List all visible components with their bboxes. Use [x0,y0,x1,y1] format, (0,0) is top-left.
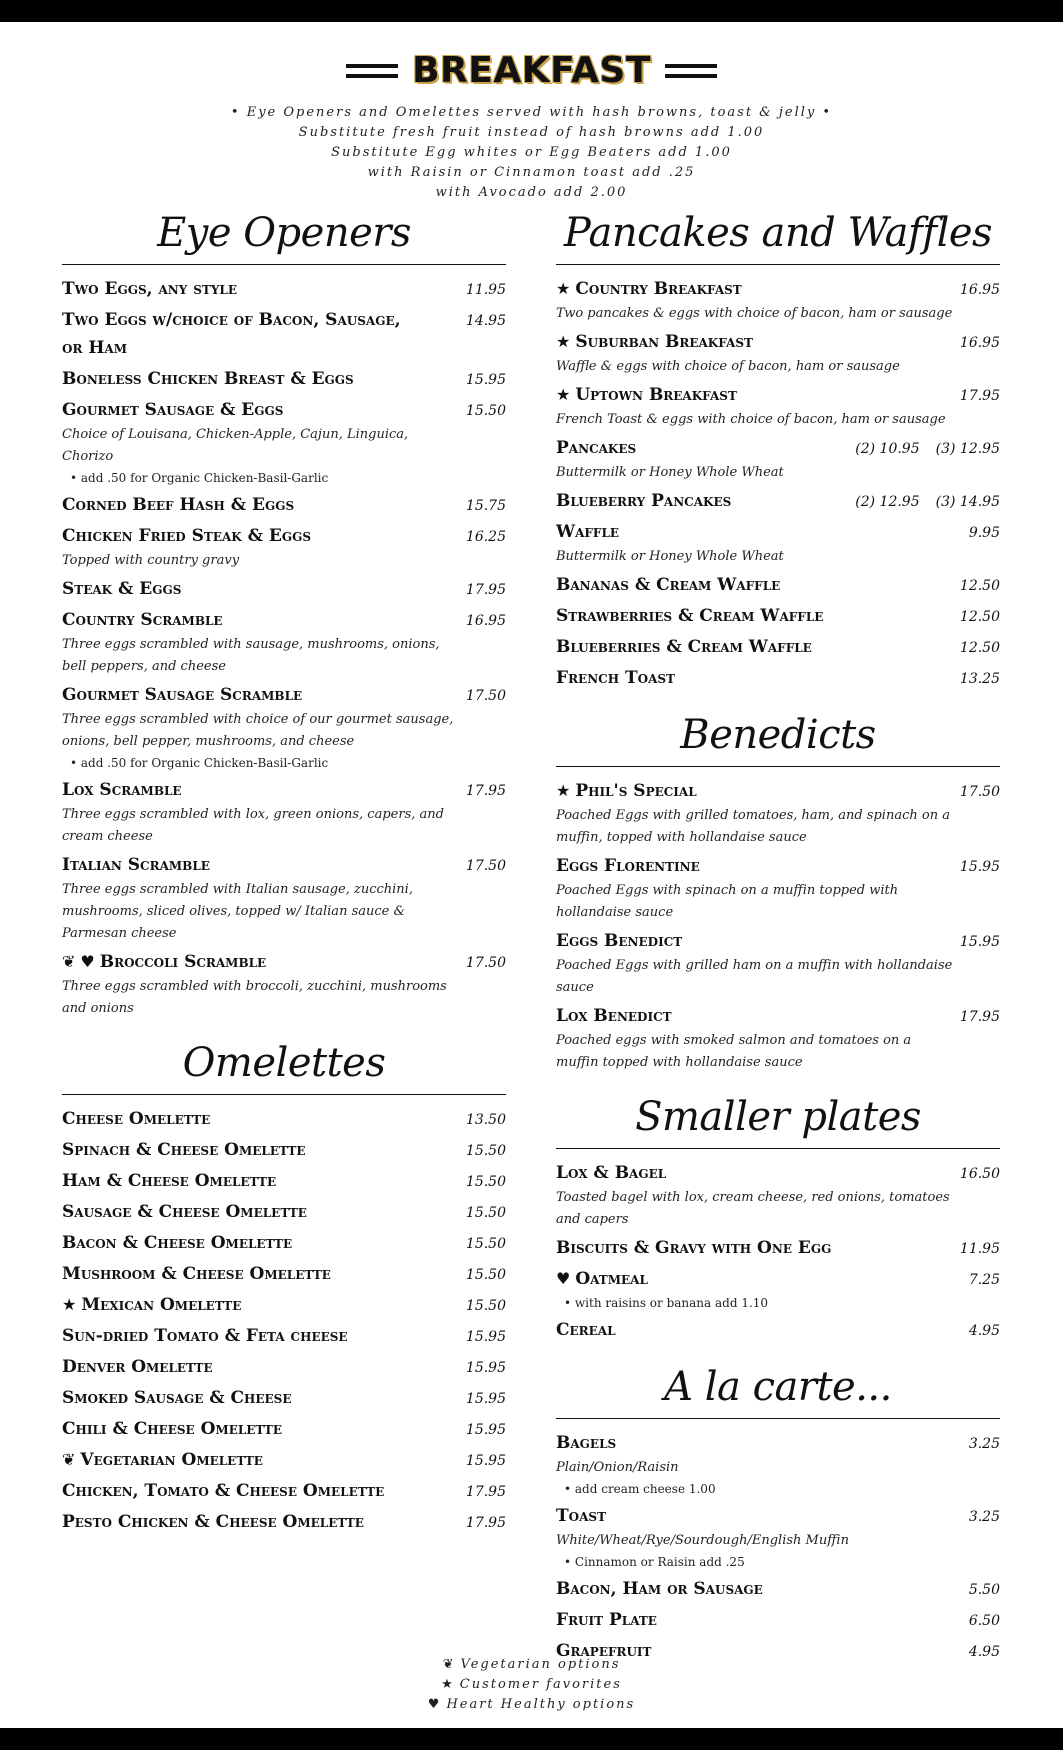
menu-item [556,1429,1000,1499]
item-price: 15.50 [465,1143,506,1159]
item-price: 16.50 [959,1166,1000,1182]
menu-item [556,1502,1000,1572]
item-addon: • add .50 for Organic Chicken-Basil-Garlic [70,756,329,770]
star-icon: ★ [556,781,571,800]
menu-item [556,381,1000,431]
item-name: Smoked Sausage & Cheese [62,1388,292,1408]
item-description: Poached Eggs with spinach on a muffin topped with hollandaise sauce [556,883,899,920]
menu-item [556,434,1000,484]
item-price-options [855,494,1000,510]
item-description: Buttermilk or Honey Whole Wheat [556,465,784,480]
item-price: 15.50 [465,1205,506,1221]
menu-item [62,1446,506,1474]
item-name: Blueberry Pancakes [556,491,732,511]
menu-item [62,1477,506,1505]
item-name: Pancakes [556,438,637,458]
item-price: 17.95 [465,1515,506,1531]
legend-vegetarian [0,1655,1063,1675]
item-name: Spinach & Cheese Omelette [62,1140,306,1160]
item-name-row [556,1265,648,1293]
star-icon: ★ [62,1295,77,1314]
item-price: 17.50 [465,688,506,704]
menu-item [62,606,506,678]
menu-item [62,1508,506,1536]
menu-item [62,851,506,945]
legend-label: Customer favorites [459,1677,622,1692]
item-name-row [556,381,737,409]
item-price: 16.25 [465,529,506,545]
item-price: 15.95 [465,1453,506,1469]
section-smaller-plates [556,1094,1000,1344]
item-name: Lox Benedict [556,1006,672,1026]
title-ornament-left [346,64,398,78]
legend-label: Heart Healthy options [446,1697,636,1712]
item-addon: • with raisins or banana add 1.10 [564,1296,769,1310]
item-price: 17.95 [465,582,506,598]
item-price: 4.95 [968,1644,1000,1660]
leaf-icon: ❦ [62,952,76,971]
item-name: French Toast [556,668,675,688]
item-description: Two pancakes & eggs with choice of bacon, ham or sausage [556,306,953,321]
menu-item [556,1606,1000,1634]
menu-item [556,633,1000,661]
item-price: 15.95 [465,1329,506,1345]
item-name-row [556,777,697,805]
item-name: Sun-dried Tomato & Feta cheese [62,1326,348,1346]
item-name: Chili & Cheese Omelette [62,1419,283,1439]
menu-item [62,681,506,773]
menu-item [62,522,506,572]
heart-icon: ♥ [80,952,95,971]
section-title: A la carte... [556,1364,1000,1419]
menu-item [556,1316,1000,1344]
item-name: Waffle [556,522,620,542]
item-name: Biscuits & Gravy with One Egg [556,1238,832,1258]
item-description: Three eggs scrambled with lox, green onions, capers, and cream cheese [62,807,444,844]
menu-item [556,852,1000,924]
item-name: Two Eggs, any style [62,279,237,299]
item-name: Bagels [556,1433,617,1453]
header-note: Substitute Egg whites or Egg Beaters add 1.00 [331,145,732,160]
item-name-row [62,1446,263,1474]
item-price: 15.95 [959,859,1000,875]
menu-item [62,1384,506,1412]
menu-item [556,777,1000,849]
leaf-icon: ❦ [442,1657,456,1672]
item-price: 3.25 [968,1436,1000,1452]
section-a-la-carte [556,1364,1000,1665]
item-price: 14.95 [465,313,506,329]
item-description: French Toast & eggs with choice of bacon, ham or sausage [556,412,946,427]
item-price: 15.95 [465,1360,506,1376]
item-price: 17.95 [959,1009,1000,1025]
item-name: Pesto Chicken & Cheese Omelette [62,1512,364,1532]
item-price: 9.95 [968,525,1000,541]
item-price: 11.95 [465,282,506,298]
item-price: 15.95 [465,372,506,388]
item-description: Poached Eggs with grilled tomatoes, ham, and spinach on a muffin, topped with hollandaise sauce [556,808,950,845]
item-price: 13.50 [465,1112,506,1128]
item-price: 12.50 [959,640,1000,656]
item-name: Chicken Fried Steak & Eggs [62,526,312,546]
menu-item [556,1002,1000,1074]
page-title: BREAKFAST [412,50,651,91]
menu-item [556,1234,1000,1262]
title-row [0,50,1063,91]
item-name: Gourmet Sausage Scramble [62,685,303,705]
menu-item [62,306,506,362]
menu-item [62,575,506,603]
section-title: Pancakes and Waffles [556,210,1000,265]
menu-item [62,1167,506,1195]
item-name: Fruit Plate [556,1610,657,1630]
left-column [62,210,506,1539]
item-name: Lox Scramble [62,780,182,800]
item-name: Ham & Cheese Omelette [62,1171,277,1191]
item-description: Three eggs scrambled with sausage, mushrooms, onions, bell peppers, and cheese [62,637,440,674]
item-description: White/Wheat/Rye/Sourdough/English Muffin [556,1533,849,1548]
item-name: Bacon, Ham or Sausage [556,1579,763,1599]
item-name: Suburban Breakfast [575,332,753,352]
item-name: Italian Scramble [62,855,210,875]
item-name-row [62,948,266,976]
item-name: Bananas & Cream Waffle [556,575,781,595]
item-price: 15.50 [465,403,506,419]
star-icon: ★ [556,332,571,351]
menu-item [62,1415,506,1443]
item-name: Denver Omelette [62,1357,213,1377]
item-name-row [556,275,742,303]
item-name: Eggs Florentine [556,856,700,876]
item-description: Plain/Onion/Raisin [556,1460,679,1475]
item-price: 15.95 [465,1422,506,1438]
item-name: Grapefruit [556,1641,652,1661]
item-description: Buttermilk or Honey Whole Wheat [556,549,784,564]
item-name: Toast [556,1506,607,1526]
item-name: Bacon & Cheese Omelette [62,1233,293,1253]
menu-item [556,927,1000,999]
item-price: 16.95 [959,335,1000,351]
leaf-icon: ❦ [62,1450,76,1469]
item-name: Sausage & Cheese Omelette [62,1202,307,1222]
star-icon: ★ [441,1677,455,1692]
header-note: with Avocado add 2.00 [435,185,628,200]
item-addon: • Cinnamon or Raisin add .25 [564,1555,745,1569]
item-name: Strawberries & Cream Waffle [556,606,824,626]
item-description: Three eggs scrambled with choice of our gourmet sausage, onions, bell pepper, mushrooms, and cheese [62,712,454,749]
menu-item [62,1198,506,1226]
item-price: 15.95 [465,1391,506,1407]
menu-item [556,487,1000,515]
menu-item [62,948,506,1020]
section-title: Smaller plates [556,1094,1000,1149]
item-price: 13.25 [959,671,1000,687]
item-name: Gourmet Sausage & Eggs [62,400,284,420]
item-name: Vegetarian Omelette [80,1450,263,1470]
section-title: Omelettes [62,1040,506,1095]
item-price: 15.50 [465,1174,506,1190]
item-description: Three eggs scrambled with Italian sausage, zucchini, mushrooms, sliced olives, topped w/ Italian sauce & Parmesan cheese [62,882,413,941]
item-price: 15.95 [959,934,1000,950]
legend [0,1655,1063,1715]
menu-item [62,365,506,393]
item-name: Broccoli Scramble [99,952,267,972]
item-name-row [62,1291,241,1319]
item-name-row [556,328,753,356]
item-name: Mexican Omelette [81,1295,242,1315]
item-description: Topped with country gravy [62,553,240,568]
header-note: with Raisin or Cinnamon toast add .25 [367,165,696,180]
item-name: Lox & Bagel [556,1163,667,1183]
item-description: Toasted bagel with lox, cream cheese, red onions, tomatoes and capers [556,1190,950,1227]
item-price: 17.50 [959,784,1000,800]
legend-healthy [0,1695,1063,1715]
item-price: 12.50 [959,609,1000,625]
item-price: (2) 10.95 [855,441,920,457]
item-price: 3.25 [968,1509,1000,1525]
menu-item [556,275,1000,325]
menu-item [556,1265,1000,1313]
item-name: Country Breakfast [575,279,742,299]
title-ornament-right [665,64,717,78]
item-name: Corned Beef Hash & Eggs [62,495,295,515]
item-name: Chicken, Tomato & Cheese Omelette [62,1481,385,1501]
item-addon: • add cream cheese 1.00 [564,1482,716,1496]
bottom-border-bar [0,1728,1063,1750]
menu-item [556,664,1000,692]
menu-item [556,571,1000,599]
header-note: • Eye Openers and Omelettes served with hash browns, toast & jelly • [230,105,833,120]
item-price: 7.25 [968,1272,1000,1288]
item-price: 15.50 [465,1298,506,1314]
item-price: 16.95 [959,282,1000,298]
section-pancakes-waffles [556,210,1000,692]
menu-item [62,1105,506,1133]
header-note: Substitute fresh fruit instead of hash browns add 1.00 [298,125,765,140]
star-icon: ★ [556,279,571,298]
menu-item [62,1260,506,1288]
item-price: (3) 14.95 [935,494,1000,510]
menu-item [556,518,1000,568]
legend-label: Vegetarian options [460,1657,621,1672]
section-omelettes [62,1040,506,1536]
top-border-bar [0,0,1063,22]
item-name: Boneless Chicken Breast & Eggs [62,369,354,389]
menu-item [62,396,506,488]
menu-item [62,1353,506,1381]
item-price: 12.50 [959,578,1000,594]
item-price-options [855,441,1000,457]
item-addon: • add .50 for Organic Chicken-Basil-Garlic [70,471,329,485]
menu-item [62,1136,506,1164]
menu-item [556,1159,1000,1231]
item-name: Blueberries & Cream Waffle [556,637,812,657]
item-name: Mushroom & Cheese Omelette [62,1264,331,1284]
item-price: 15.75 [465,498,506,514]
item-price: 16.95 [465,613,506,629]
section-benedicts [556,712,1000,1074]
item-price: 17.95 [465,1484,506,1500]
menu-item [62,491,506,519]
menu-item [556,602,1000,630]
item-price: 17.50 [465,955,506,971]
menu-item [62,1322,506,1350]
item-name: Two Eggs w/choice of Bacon, Sausage, or Ham [62,310,401,358]
item-description: Poached eggs with smoked salmon and tomatoes on a muffin topped with hollandaise sauce [556,1033,912,1070]
item-price: (2) 12.95 [855,494,920,510]
item-name: Cheese Omelette [62,1109,211,1129]
item-price: (3) 12.95 [935,441,1000,457]
item-name: Eggs Benedict [556,931,683,951]
item-price: 15.50 [465,1267,506,1283]
heart-icon: ♥ [427,1697,442,1712]
section-eye-openers [62,210,506,1020]
item-name: Uptown Breakfast [575,385,737,405]
item-price: 6.50 [968,1613,1000,1629]
item-name: Cereal [556,1320,616,1340]
item-description: Poached Eggs with grilled ham on a muffin with hollandaise sauce [556,958,953,995]
item-description: Waffle & eggs with choice of bacon, ham or sausage [556,359,900,374]
right-column [556,210,1000,1668]
heart-icon: ♥ [556,1269,571,1288]
item-price: 17.95 [465,783,506,799]
item-name: Oatmeal [575,1269,648,1289]
item-price: 11.95 [959,1241,1000,1257]
section-title: Benedicts [556,712,1000,767]
item-price: 5.50 [968,1582,1000,1598]
menu-item [556,1575,1000,1603]
item-price: 17.95 [959,388,1000,404]
menu-item [62,275,506,303]
header-notes [0,103,1063,203]
menu-item [62,1229,506,1257]
legend-favorites [0,1675,1063,1695]
item-price: 17.50 [465,858,506,874]
item-price: 4.95 [968,1323,1000,1339]
menu-item [62,776,506,848]
item-name: Steak & Eggs [62,579,182,599]
item-name: Country Scramble [62,610,223,630]
star-icon: ★ [556,385,571,404]
section-title: Eye Openers [62,210,506,265]
menu-header [0,50,1063,203]
item-description: Choice of Louisana, Chicken-Apple, Cajun, Linguica, Chorizo [62,427,409,464]
menu-item [62,1291,506,1319]
menu-item [556,328,1000,378]
item-price: 15.50 [465,1236,506,1252]
item-description: Three eggs scrambled with broccoli, zucchini, mushrooms and onions [62,979,447,1016]
item-name: Phil's Special [575,781,697,801]
